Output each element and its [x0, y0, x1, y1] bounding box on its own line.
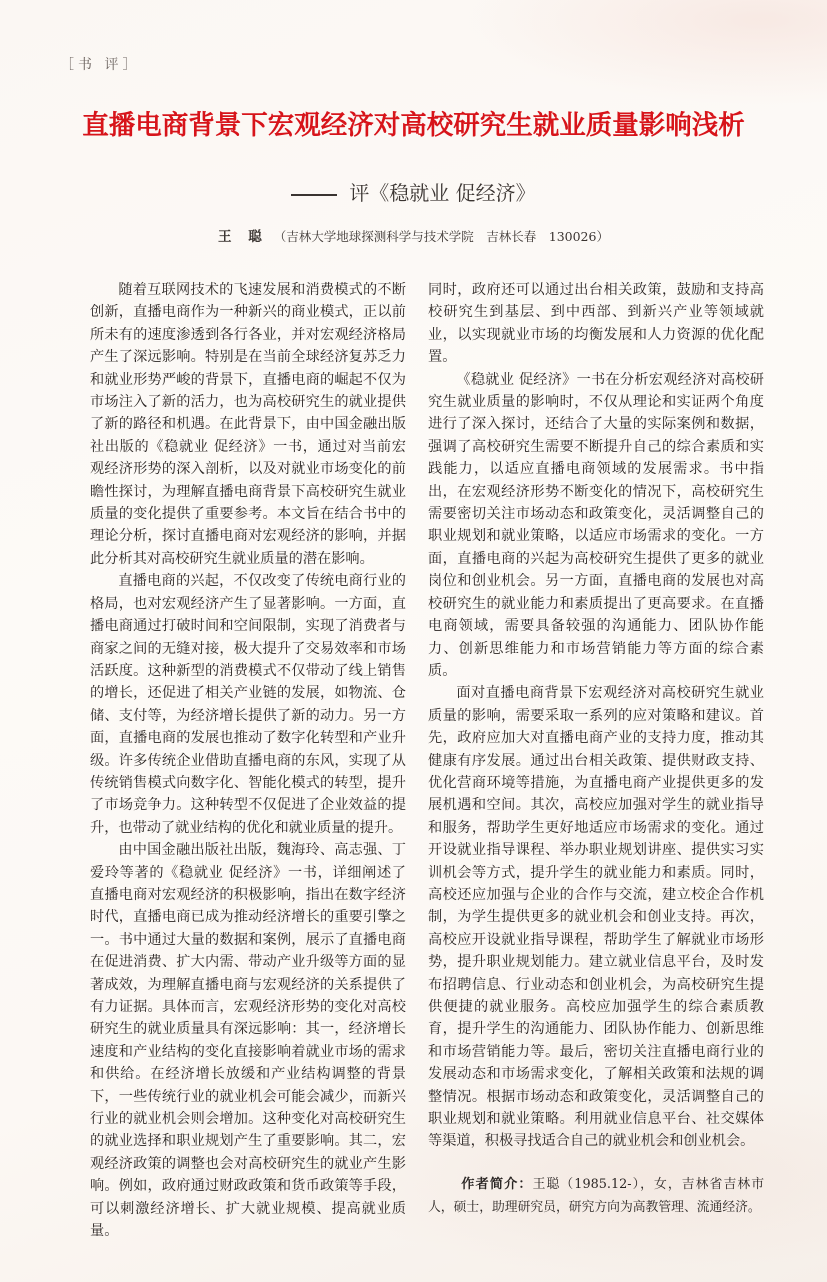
paragraph: 随着互联网技术的飞速发展和消费模式的不断创新，直播电商作为一种新兴的商业模式，正以前所未有的速度渗透到各行各业，并对宏观经济格局产生了深远影响。特别是在当前全球经济复苏乏力和就业形势严峻的背景下，直播电商的崛起不仅为市场注入了新的活力，也为高校研究生的就业提供了新的路径和机遇。在此背景下，由中国金融出版社出版的《稳就业 促经济》一书，通过对当前宏观经济形势的深入剖析，以及对就业市场变化的前瞻性探讨，为理解直播电商背景下高校研究生就业质量的变化提供了重要参考。本文旨在结合书中的理论分析，探讨直播电商对宏观经济的影响，并据此分析其对高校研究生就业质量的潜在影响。 — [90, 282, 406, 567]
section-tag: ［书 评］ — [60, 57, 141, 73]
paragraph: 直播电商的兴起，不仅改变了传统电商行业的格局，也对宏观经济产生了显著影响。一方面，直播电商通过打破时间和空间限制，实现了消费者与商家之间的无缝对接，极大提升了交易效率和市场活跃度。这种新型的消费模式不仅带动了线上销售的增长，还促进了相关产业链的发展，如物流、仓储、支付等，为经济增长提供了新的动力。另一方面，直播电商的发展也推动了数字化转型和产业升级。许多传统企业借助直播电商的东风，实现了从传统销售模式向数字化、智能化模式的转型，提升了市场竞争力。这种转型不仅促进了企业效益的提升，也带动了就业结构的优化和就业质量的提升。 — [90, 573, 406, 836]
bio-text: 王聪（1985.12-），女，吉林省吉林市人，硕士，助理研究员，研究方向为高教管理、流通经济。 — [428, 1176, 765, 1215]
right-column — [428, 279, 764, 1242]
paragraph: 由中国金融出版社出版，魏海玲、高志强、丁爱玲等著的《稳就业 促经济》一书，详细阐述了直播电商对宏观经济的积极影响，指出在数字经济时代，直播电商已成为推动经济增长的重要引擎之一。书中通过大量的数据和案例，展示了直播电商在促进消费、扩大内需、带动产业升级等方面的显著成效，为理解直播电商与宏观经济的关系提供了有力证据。具体而言，宏观经济形势的变化对高校研究生的就业质量具有深远影响：其一，经济增长速度和产业结构的变化直接影响着就业市场的需求和供给。在经济增长放缓和产业结构调整的背景下，一些传统行业的就业机会可能会减少，而新兴行业的就业机会则会增加。这种变化对高校研究生的就业选择和职业规划产生了重要影响。其二，宏观经济政策的调整也会对高校研究生的就业产生影响。例如，政府通过财政政策和货币政策等手段，可以刺激经济增长、扩大就业规模、提高就业质量。 — [90, 842, 406, 1240]
author-line — [0, 227, 827, 247]
paragraph: 面对直播电商背景下宏观经济对高校研究生就业质量的影响，需要采取一系列的应对策略和建议。首先，政府应加大对直播电商产业的支持力度，推动其健康有序发展。通过出台相关政策、提供财政支持、优化营商环境等措施，为直播电商产业提供更多的发展机遇和空间。其次，高校应加强对学生的就业指导和服务，帮助学生更好地适应市场需求的变化。通过开设就业指导课程、举办职业规划讲座、提供实习实训机会等方式，提升学生的就业能力和素质。同时，高校还应加强与企业的合作与交流，建立校企合作机制，为学生提供更多的就业机会和创业支持。再次，高校应开设就业指导课程，帮助学生了解就业市场形势，提升职业规划能力。建立就业信息平台，及时发布招聘信息、行业动态和创业机会，为高校研究生提供便捷的就业服务。高校应加强学生的综合素质教育，提升学生的沟通能力、团队协作能力、创新思维和市场营销能力等。最后，密切关注直播电商行业的发展动态和市场需求变化，了解相关政策和法规的调整情况。根据市场动态和政策变化，灵活调整自己的职业规划和就业策略。利用就业信息平台、社交媒体等渠道，积极寻找适合自己的就业机会和创业机会。 — [428, 685, 764, 1150]
paragraph-continued: 同时，政府还可以通过出台相关政策，鼓励和支持高校研究生到基层、到中西部、到新兴产业等领域就业，以实现就业市场的均衡发展和人力资源的优化配置。 — [428, 282, 764, 366]
dash-divider — [291, 194, 337, 196]
article-subtitle — [0, 179, 827, 207]
article-title: 直播电商背景下宏观经济对高校研究生就业质量影响浅析 — [82, 110, 745, 141]
author-name: 王 聪 — [218, 229, 268, 245]
author-bio — [428, 1173, 764, 1219]
paragraph: 《稳就业 促经济》一书在分析宏观经济对高校研究生就业质量的影响时，不仅从理论和实证两个角度进行了深入探讨，还结合了大量的实际案例和数据，强调了高校研究生需要不断提升自己的综合素质和实践能力，以适应直播电商领域的发展需求。书中指出，在宏观经济形势不断变化的情况下，高校研究生需要密切关注市场动态和政策变化，灵活调整自己的职业规划和就业策略，以适应市场需求的变化。一方面，直播电商的兴起为高校研究生提供了更多的就业岗位和创业机会。另一方面，直播电商的发展也对高校研究生的就业能力和素质提出了更高要求。在直播电商领域，需要具备较强的沟通能力、团队协作能力、创新思维能力和市场营销能力等方面的综合素质。 — [428, 371, 764, 679]
body-columns — [0, 279, 827, 1242]
subtitle-text: 评《稳就业 促经济》 — [349, 181, 536, 205]
author-affiliation: （吉林大学地球探测科学与技术学院 吉林长春 130026） — [273, 229, 609, 244]
left-column — [90, 279, 406, 1242]
bio-label: 作者简介： — [461, 1176, 533, 1192]
